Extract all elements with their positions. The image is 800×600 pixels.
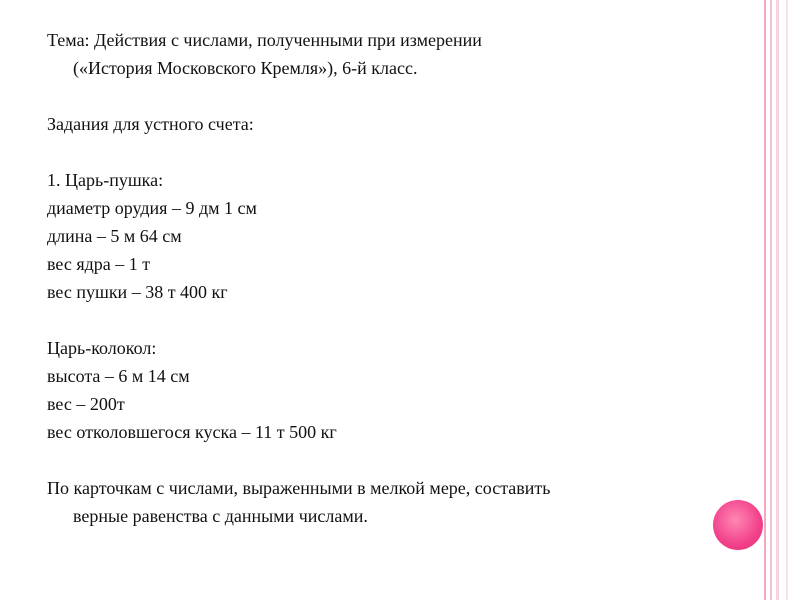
tsar-cannon-title: 1. Царь-пушка: — [47, 170, 164, 190]
tasks-heading: Задания для устного счета: — [47, 114, 254, 134]
decorative-border-line — [770, 0, 772, 600]
decorative-border-line — [786, 0, 788, 600]
tsar-cannon-item: длина – 5 м 64 см — [47, 226, 182, 246]
tsar-cannon-item: вес ядра – 1 т — [47, 254, 151, 274]
tsar-bell-item: вес – 200т — [47, 394, 125, 414]
topic-line-2: («История Московского Кремля»), 6-й класс. — [73, 58, 418, 78]
tsar-bell-title: Царь-колокол: — [47, 338, 157, 358]
cards-task-line-2: верные равенства с данными числами. — [73, 506, 368, 526]
tsar-bell-item: вес отколовшегося куска – 11 т 500 кг — [47, 422, 337, 442]
decorative-border-line — [764, 0, 766, 600]
tsar-cannon-item: диаметр орудия – 9 дм 1 см — [47, 198, 257, 218]
decorative-border-line — [776, 0, 779, 600]
cards-task-line-1: По карточкам с числами, выраженными в мелкой мере, составить — [47, 478, 551, 498]
tsar-cannon-item: вес пушки – 38 т 400 кг — [47, 282, 228, 302]
slide-text — [47, 26, 727, 530]
topic-line-1: Тема: Действия с числами, полученными при измерении — [47, 30, 482, 50]
tsar-bell-item: высота – 6 м 14 см — [47, 366, 190, 386]
